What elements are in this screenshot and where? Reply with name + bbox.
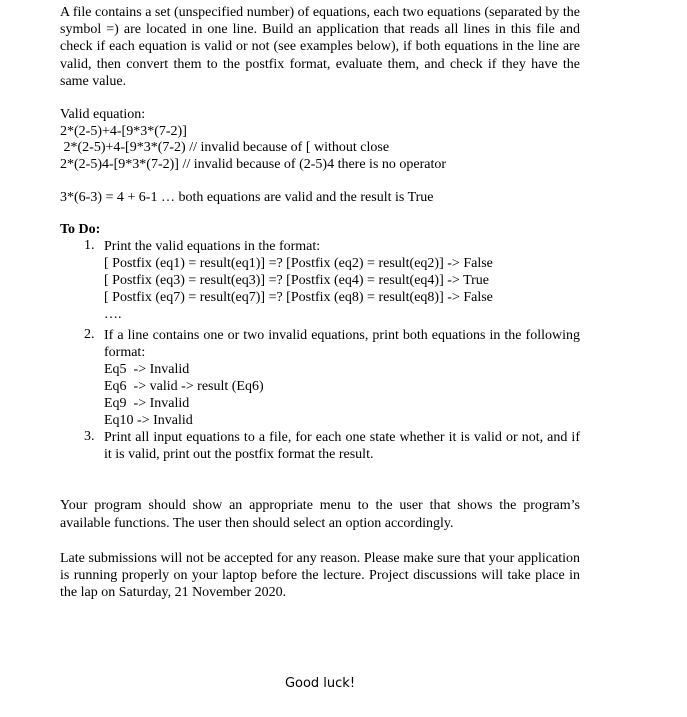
todo-item-number: 1. [84, 237, 95, 253]
todo-item-text: Print the valid equations in the format: [104, 238, 321, 254]
menu-paragraph: Your program should show an appropriate menu to the user that shows the program’s available functions. The user then should select an option accordingly. [60, 498, 580, 531]
todo-item-number: 2. [84, 326, 95, 342]
document-page [60, 4, 580, 601]
todo-item-text: Print all input equations to a file, for each one state whether it is valid or not, and if it is valid, print out the postfix format the result. [104, 429, 580, 463]
example-line: 2*(2-5)+4-[9*3*(7-2) // invalid because of [ without close [60, 140, 390, 156]
todo-item-text: If a line contains one or two invalid equations, print both equations in the following format: [104, 327, 580, 360]
example-line: 2*(2-5)4-[9*3*(7-2)] // invalid because of (2-5)4 there is no operator [60, 156, 447, 172]
format-line: Eq6 -> valid -> result (Eq6) [104, 378, 264, 394]
example-line: 2*(2-5)+4-[9*3*(7-2)] [60, 123, 187, 139]
todo-item-number: 3. [84, 428, 95, 444]
format-line: [ Postfix (eq3) = result(eq3)] =? [Postfix (eq4) = result(eq4)] -> True [104, 272, 489, 288]
todo-item [60, 327, 580, 429]
both-valid-example: 3*(6-3) = 4 + 6-1 … both equations are valid and the result is True [60, 190, 434, 206]
closing-text: Good luck! [284, 676, 356, 691]
intro-paragraph: A file contains a set (unspecified number) of equations, each two equations (separated by the symbol =) are located in one line. Build an application that reads all lines in this file and check if each equation is valid or not (see examples below), if both equations in the line are valid, then convert them to the postfix format, evaluate them, and check if they have the same value. [60, 5, 580, 89]
format-line: Eq5 -> Invalid [104, 361, 190, 377]
todo-item [60, 429, 580, 463]
ellipsis: …. [104, 306, 122, 322]
late-submission-paragraph: Late submissions will not be accepted for any reason. Please make sure that your application is running properly on your laptop before the lecture. Project discussions will take place in the lap on Saturday, 21 November 2020. [60, 550, 580, 601]
format-line: Eq10 -> Invalid [104, 412, 193, 428]
format-line: Eq9 -> Invalid [104, 395, 190, 411]
todo-list [60, 238, 580, 464]
examples-heading: Valid equation: [60, 107, 146, 123]
format-line: [ Postfix (eq7) = result(eq7)] =? [Postfix (eq8) = result(eq8)] -> False [104, 289, 493, 305]
todo-item [60, 238, 580, 323]
todo-title: To Do: [60, 221, 101, 237]
format-line: [ Postfix (eq1) = result(eq1)] =? [Postfix (eq2) = result(eq2)] -> False [104, 255, 493, 271]
